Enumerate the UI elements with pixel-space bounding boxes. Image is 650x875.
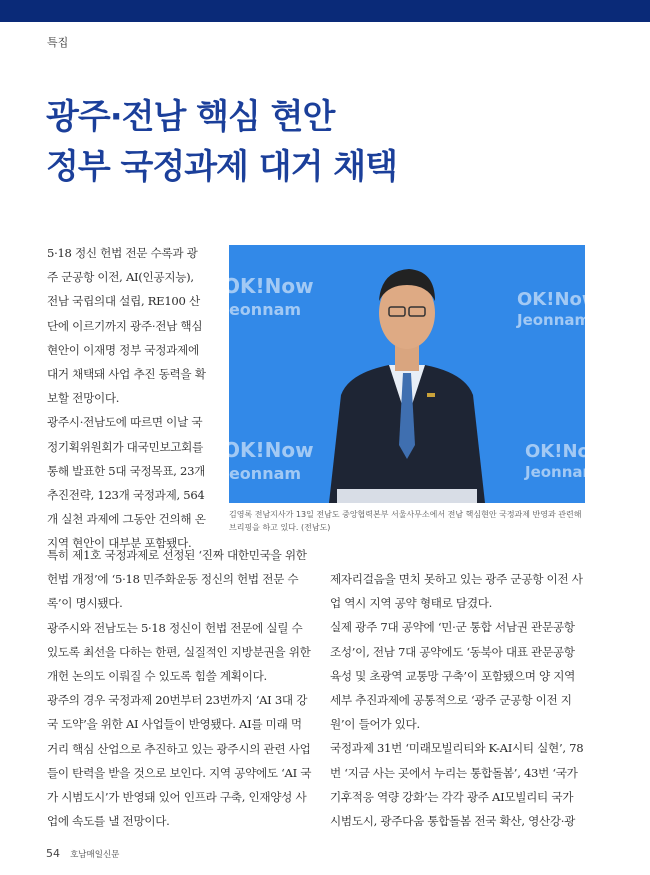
paragraph: 광주시·전남도에 따르면 이날 국정기획위원회가 대국민보고회를 통해 발표한 5대 국정목표, 23개 추진전략, 123개 국정과제, 564개 실천 과제에 그동안 건의해 온 지역 현안이 대부분 포함됐다. [47, 415, 206, 551]
headline-line-2: 정부 국정과제 대거 채택 [46, 147, 397, 187]
paragraph: 국정과제 31번 ‘미래모빌리티와 K-AI시티 실현’, 78번 ‘지금 사는 곳에서 누리는 통합돌봄’, 43번 ‘국가 기후적응 역량 강화’는 각각 광주 AI모빌리티 국가 시범도시, 광주다움 통합돌봄 전국 확산, 영산강·광 [330, 741, 584, 829]
headline-line-1: 광주·전남 핵심 현안 [46, 97, 335, 137]
article-column-right [330, 567, 585, 833]
backdrop-logo-text: OK!Now [223, 438, 314, 462]
backdrop-logo-text: OK!Now [223, 274, 314, 298]
paragraph: 특히 제1호 국정과제로 선정된 ‘진짜 대한민국을 위한 헌법 개정’에 ‘5·18 민주화운동 정신의 헌법 전문 수록’이 명시됐다. [47, 548, 307, 611]
article-column-left-top [47, 241, 207, 556]
backdrop-logo-text: OK!Now [525, 441, 607, 462]
backdrop-logo-text: Jeonnam [223, 464, 302, 483]
backdrop-logo-text: Jeonnam [223, 300, 302, 319]
backdrop-logo-text: Jeonnam [525, 463, 599, 481]
paragraph: 5·18 정신 헌법 전문 수록과 광주 군공항 이전, AI(인공지능), 전남 국립의대 설립, RE100 산단에 이르기까지 광주·전남 핵심 현안이 이재명 정부 국정과제에 대거 채택돼 사업 추진 동력을 확보할 전망이다. [47, 246, 206, 406]
publication-name: 호남매일신문 [70, 850, 120, 860]
article-photo [223, 245, 607, 503]
headline [46, 92, 397, 192]
paragraph: 광주시와 전남도는 5·18 정신이 헌법 전문에 실릴 수 있도록 최선을 다하는 한편, 실질적인 지방분권을 위한 개헌 논의도 이뤄질 수 있도록 힘쓸 계획이다. [47, 620, 311, 684]
page-footer [46, 842, 119, 861]
paragraph: 제자리걸음을 면치 못하고 있는 광주 군공항 이전 사업 역시 지역 공약 형태로 담겼다. [330, 572, 583, 611]
section-label: 특집 [47, 36, 69, 49]
photo-caption: 김영록 전남지사가 13일 전남도 중앙협력본부 서울사무소에서 전남 핵심현안 국정과제 반영과 관련해 브리핑을 하고 있다. (전남도) [229, 510, 582, 532]
article-column-left [47, 543, 312, 833]
backdrop-logo-text: Jeonnam [517, 311, 591, 329]
top-color-bar [0, 0, 650, 22]
page-number: 54 [46, 847, 60, 860]
backdrop-logo-text: OK!Now [517, 289, 599, 310]
paragraph: 실제 광주 7대 공약에 ‘민·군 통합 서남권 관문공항 조성’이, 전남 7대 공약에도 ‘동북아 대표 관문공항 육성 및 초광역 교통망 구축’이 포함됐으며 양 지역 세부 추진과제에 공통적으로 ‘광주 군공항 이전 지원’이 들어가 있다. [330, 620, 576, 732]
paragraph: 광주의 경우 국정과제 20번부터 23번까지 ‘AI 3대 강국 도약’을 위한 AI 사업들이 반영됐다. AI를 미래 먹거리 핵심 산업으로 추진하고 있는 광주시의 관련 사업들이 탄력을 받을 것으로 보인다. 지역 공약에도 ‘AI 국가 시범도시’가 반영돼 있어 인프라 구축, 인재양성 사업에 속도를 낼 전망이다. [47, 693, 312, 829]
